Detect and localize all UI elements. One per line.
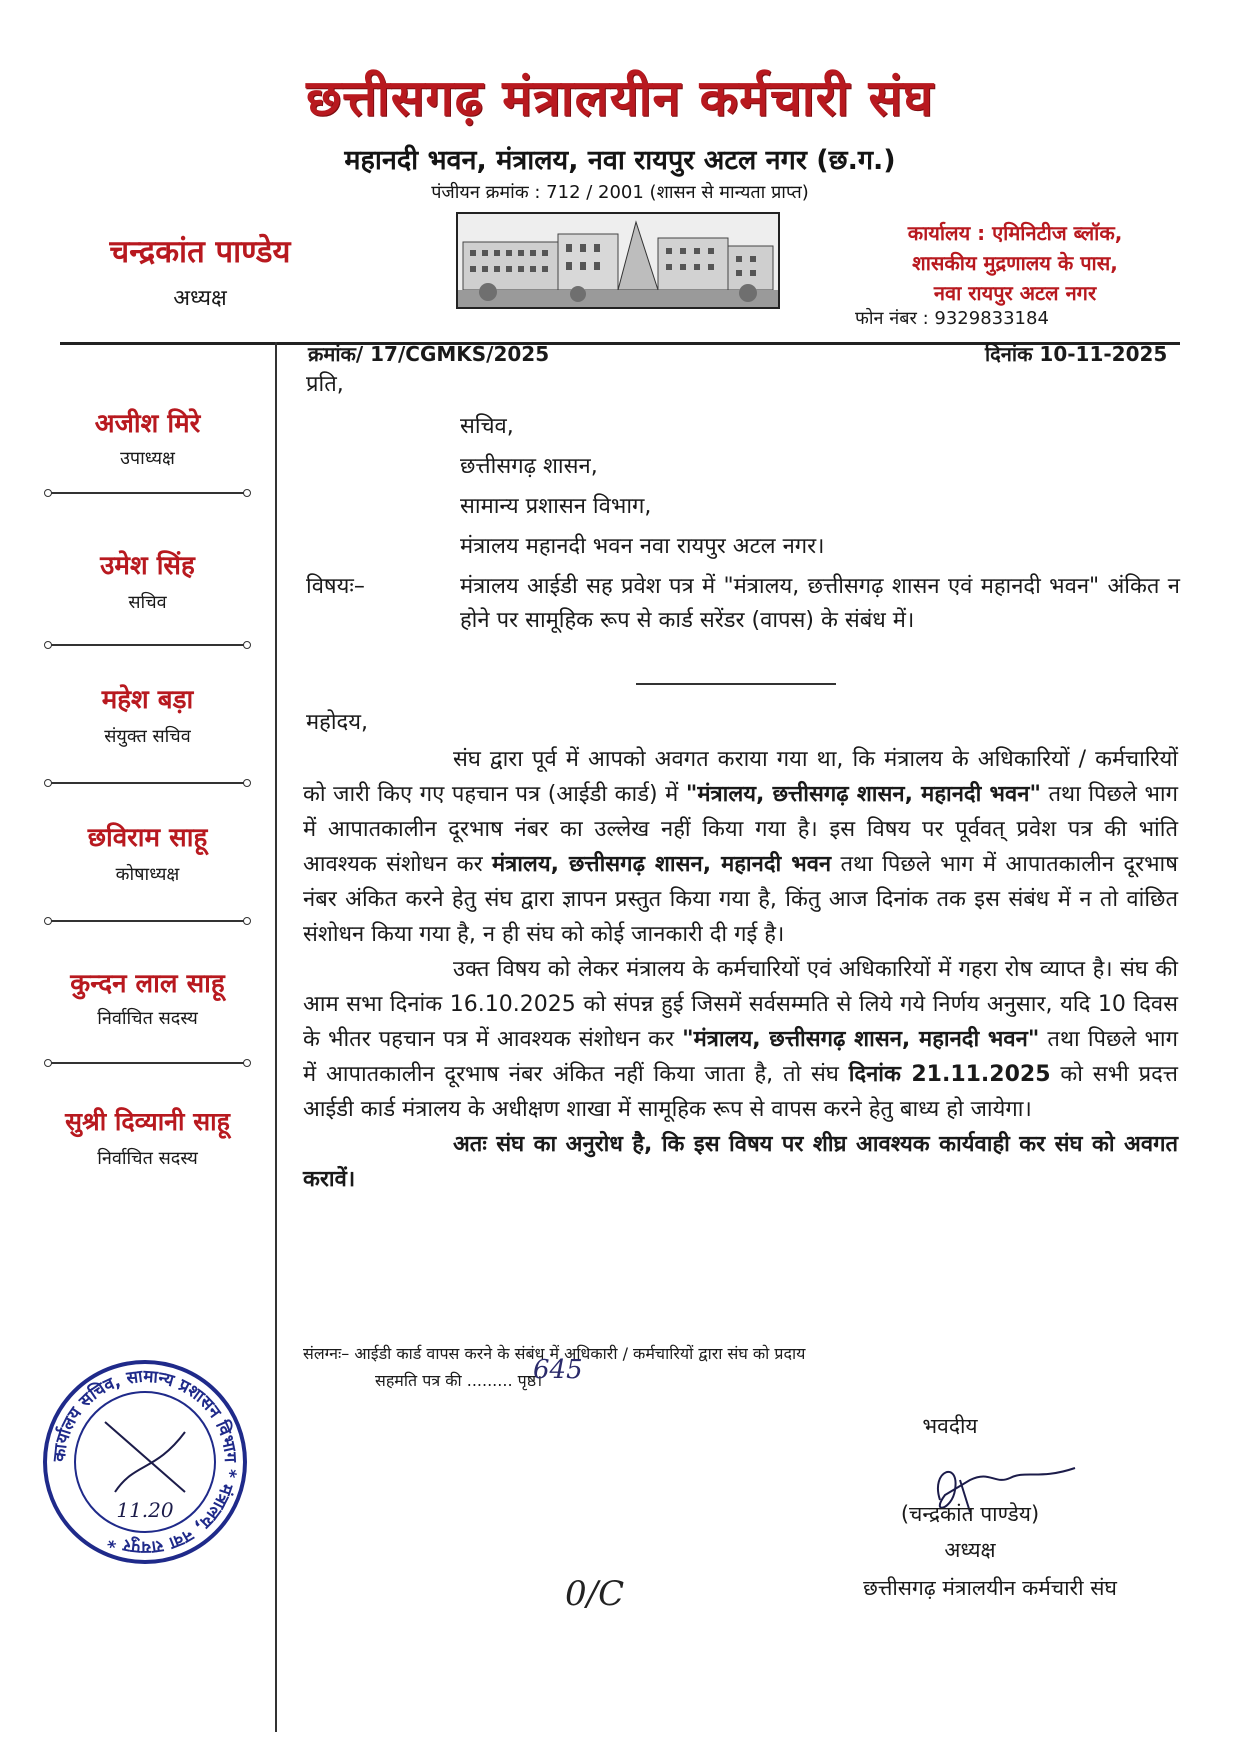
paragraph-text: तथा पिछले भाग में आपातकालीन दूरभाष नंबर का उल्लेख नहीं किया गया है। इस विषय पर पूर्ववत् प्रवेश पत्र की भांति आवश्यक संशोधन कर bbox=[303, 782, 1178, 877]
enclosure bbox=[303, 1340, 805, 1394]
sidebar-member-role: सचिव bbox=[128, 592, 167, 613]
organization-address: महानदी भवन, मंत्रालय, नवा रायपुर अटल नगर (छ.ग.) bbox=[344, 145, 896, 176]
organization-title: छत्तीसगढ़ मंत्रालयीन कर्मचारी संघ bbox=[306, 68, 934, 127]
office-copy-mark: 0/C bbox=[565, 1574, 625, 1614]
recipient-line: सामान्य प्रशासन विभाग, bbox=[460, 494, 652, 519]
subject-label: विषयः– bbox=[306, 574, 365, 599]
paragraph-bold-text: "मंत्रालय, छत्तीसगढ़ शासन, महानदी भवन" bbox=[685, 782, 1041, 807]
sidebar-member-role: निर्वाचित सदस्य bbox=[97, 1148, 198, 1169]
recipient-line: सचिव, bbox=[460, 414, 514, 439]
signatory-role: अध्यक्ष bbox=[944, 1538, 996, 1562]
paragraph-1 bbox=[303, 742, 1178, 952]
paragraph-text: तथा पिछले भाग में आपातकालीन दूरभाष नंबर अंकित करने हेतु संघ द्वारा ज्ञापन प्रस्तुत किया गया है, किंतु आज दिनांक तक इस संबंध में न तो वांछित संशोधन किया गया है, न ही संघ को कोई जानकारी दी गई है। bbox=[303, 852, 1178, 947]
recipient-block bbox=[460, 407, 825, 567]
sidebar-member-name: अजीश मिरे bbox=[94, 409, 201, 439]
subject-text: मंत्रालय आईडी सह प्रवेश पत्र में "मंत्रालय, छत्तीसगढ़ शासन एवं महानदी भवन" अंकित न होने पर सामूहिक रूप से कार्ड सरेंडर (वापस) के संबंध में। bbox=[460, 574, 1180, 633]
signatory-name: (चन्द्रकांत पाण्डेय) bbox=[900, 1502, 1040, 1526]
paragraph-bold-text: "मंत्रालय, छत्तीसगढ़ शासन, महानदी भवन" bbox=[682, 1027, 1040, 1052]
president-role: अध्यक्ष bbox=[173, 286, 227, 311]
sidebar-separator bbox=[50, 920, 245, 922]
office-line-3: नवा रायपुर अटल नगर bbox=[933, 281, 1097, 305]
sidebar-member-name: छविराम साहू bbox=[87, 823, 208, 853]
paragraph-bold-text: दिनांक 21.11.2025 bbox=[848, 1062, 1051, 1087]
seal-stamp-image bbox=[35, 1352, 255, 1572]
paragraph-text: संघ द्वारा पूर्व में आपको अवगत कराया गया था, कि मंत्रालय के अधिकारियों / कर्मचारियों को जारी किए गए पहचान पत्र (आईडी कार्ड) में bbox=[303, 747, 1178, 807]
sidebar-member-role: संयुक्त सचिव bbox=[104, 726, 191, 747]
closing: भवदीय bbox=[922, 1414, 978, 1438]
sidebar-member-role: निर्वाचित सदस्य bbox=[97, 1008, 198, 1029]
signatory-organization: छत्तीसगढ़ मंत्रालयीन कर्मचारी संघ bbox=[863, 1576, 1117, 1600]
sidebar-separator bbox=[50, 1062, 245, 1064]
to-label: प्रति, bbox=[306, 372, 344, 397]
office-line-1: कार्यालय : एमिनिटीज ब्लॉक, bbox=[907, 221, 1123, 245]
sidebar-member-role: कोषाध्यक्ष bbox=[115, 864, 180, 885]
paragraph-3: अतः संघ का अनुरोध है, कि इस विषय पर शीघ्र आवश्यक कार्यवाही कर संघ को अवगत करावें। bbox=[303, 1132, 1178, 1192]
phone-number: फोन नंबर : 9329833184 bbox=[855, 308, 1049, 329]
paragraph-text: तथा पिछले भाग में आपातकालीन दूरभाष नंबर अंकित नहीं किया जाता है, तो संघ bbox=[303, 1027, 1178, 1087]
enclosure-line-1: संलग्नः– आईडी कार्ड वापस करने के संबंध में अधिकारी / कर्मचारियों द्वारा संघ को प्रदाय bbox=[303, 1344, 806, 1363]
building-photo-image bbox=[458, 214, 778, 307]
building-photo bbox=[456, 212, 780, 309]
office-line-2: शासकीय मुद्रणालय के पास, bbox=[912, 251, 1118, 275]
office-address bbox=[820, 218, 1210, 308]
enclosure-line-2 bbox=[303, 1355, 805, 1394]
sidebar-separator bbox=[50, 782, 245, 784]
svg-text:कार्यालय सचिव, सामान्य प्रशासन bbox=[50, 1367, 241, 1557]
sidebar-member-name: उमेश सिंह bbox=[100, 551, 195, 581]
paragraph-text: को सभी प्रदत्त आईडी कार्ड मंत्रालय के अधीक्षण शाखा में सामूहिक रूप से वापस करने हेतु बाध्य हो जायेगा। bbox=[303, 1062, 1178, 1122]
president-name: चन्द्रकांत पाण्डेय bbox=[109, 234, 291, 270]
seal-handwritten-date: 11.20 bbox=[116, 1498, 174, 1522]
paragraph-bold-text: मंत्रालय, छत्तीसगढ़ शासन, महानदी भवन bbox=[491, 852, 832, 877]
sidebar-member-name: कुन्दन लाल साहू bbox=[70, 969, 225, 999]
recipient-line: छत्तीसगढ़ शासन, bbox=[460, 454, 598, 479]
sidebar-member-name: महेश बड़ा bbox=[101, 685, 194, 715]
salutation: महोदय, bbox=[306, 710, 368, 735]
recipient-line: मंत्रालय महानदी भवन नवा रायपुर अटल नगर। bbox=[460, 534, 825, 559]
sidebar-separator bbox=[50, 492, 245, 494]
reference-number: क्रमांक/ 17/CGMKS/2025 bbox=[308, 342, 550, 366]
registration-number: पंजीयन क्रमांक : 712 / 2001 (शासन से मान्यता प्राप्त) bbox=[431, 182, 809, 203]
paragraph-2 bbox=[303, 952, 1178, 1127]
seal-ring-text: कार्यालय सचिव, सामान्य प्रशासन विभाग * मंत्रालय, नवा रायपुर * bbox=[49, 1366, 241, 1558]
sidebar-member-name: सुश्री दिव्यानी साहू bbox=[65, 1107, 230, 1136]
letter-date: दिनांक 10-11-2025 bbox=[985, 342, 1168, 366]
paragraph-text: उक्त विषय को लेकर मंत्रालय के कर्मचारियों एवं अधिकारियों में गहरा रोष व्याप्त है। संघ की आम सभा दिनांक 16.10.2025 को संपन्न हुई जिसमें सर्वसम्मति से लिये गये निर्णय अनुसार, यदि 10 दिवस के भीतर पहचान पत्र में आवश्यक संशोधन कर bbox=[303, 957, 1178, 1052]
sidebar-separator bbox=[50, 644, 245, 646]
subject-underline bbox=[636, 683, 836, 685]
sidebar-member-role: उपाध्यक्ष bbox=[120, 448, 175, 469]
receipt-seal bbox=[35, 1352, 255, 1572]
enclosure-page-count: 645 bbox=[533, 1355, 583, 1385]
enclosure-line-2-text: सहमति पत्र की ......... पृष्ठ। bbox=[375, 1371, 543, 1390]
letter-body bbox=[303, 742, 1178, 1197]
sidebar-divider bbox=[275, 342, 277, 1732]
